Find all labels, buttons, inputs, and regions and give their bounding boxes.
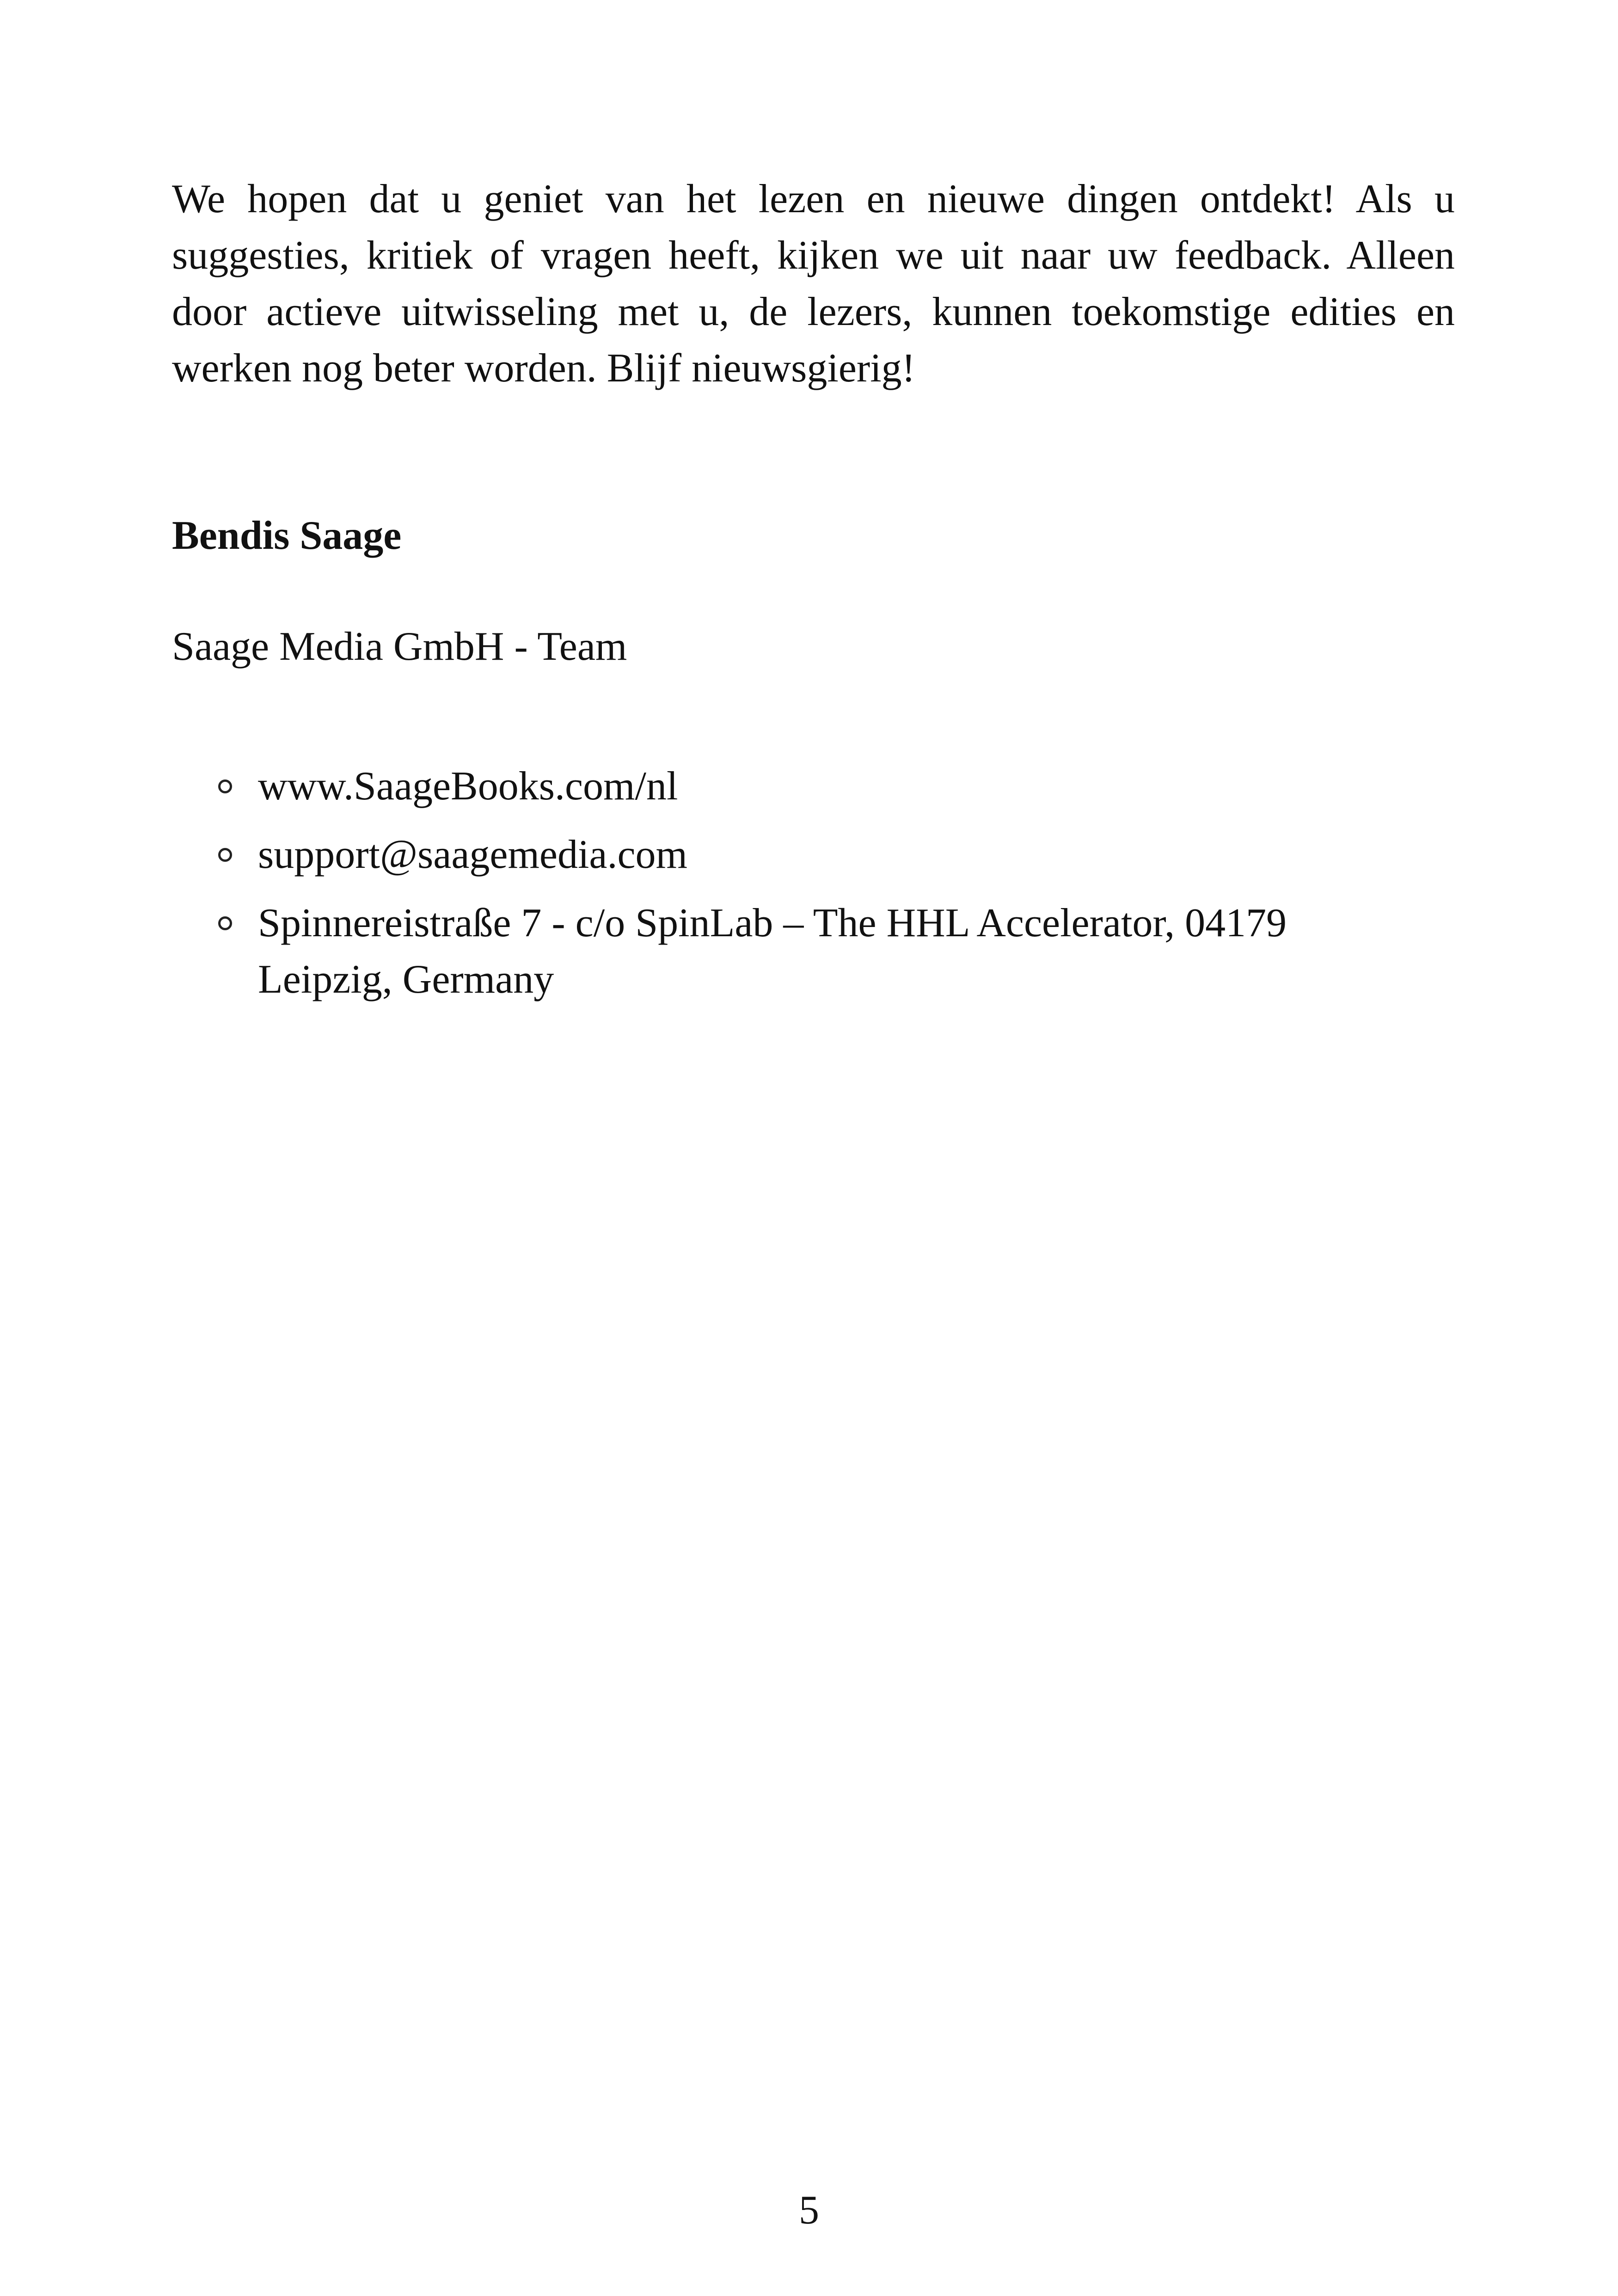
- website-text: www.SaageBooks.com/nl: [258, 764, 678, 809]
- contact-list: [172, 758, 1455, 1020]
- circle-bullet-icon: [218, 848, 232, 862]
- contact-item-address: [172, 895, 1455, 1008]
- address-line-1: Spinnereistraße 7 - c/o SpinLab – The HHL Accelerator, 04179: [258, 901, 1287, 945]
- contact-item-email: [172, 827, 1455, 883]
- circle-bullet-icon: [218, 916, 232, 930]
- author-name: Bendis Saage: [172, 513, 402, 558]
- intro-paragraph: We hopen dat u geniet van het lezen en nieuwe dingen ontdekt! Als u suggesties, kritiek of vragen heeft, kijken we uit naar uw feedback. Alleen door actieve uitwisseling met u, de lezers, kunnen toekomstige edities en werken nog beter worden. Blijf nieuwsgierig!: [172, 177, 1455, 391]
- contact-item-website: [172, 758, 1455, 815]
- address-line-2: Leipzig, Germany: [258, 957, 554, 1002]
- company-team: Saage Media GmbH - Team: [172, 624, 627, 669]
- circle-bullet-icon: [218, 780, 232, 793]
- email-text: support@saagemedia.com: [258, 832, 687, 877]
- page-number: 5: [799, 2188, 819, 2233]
